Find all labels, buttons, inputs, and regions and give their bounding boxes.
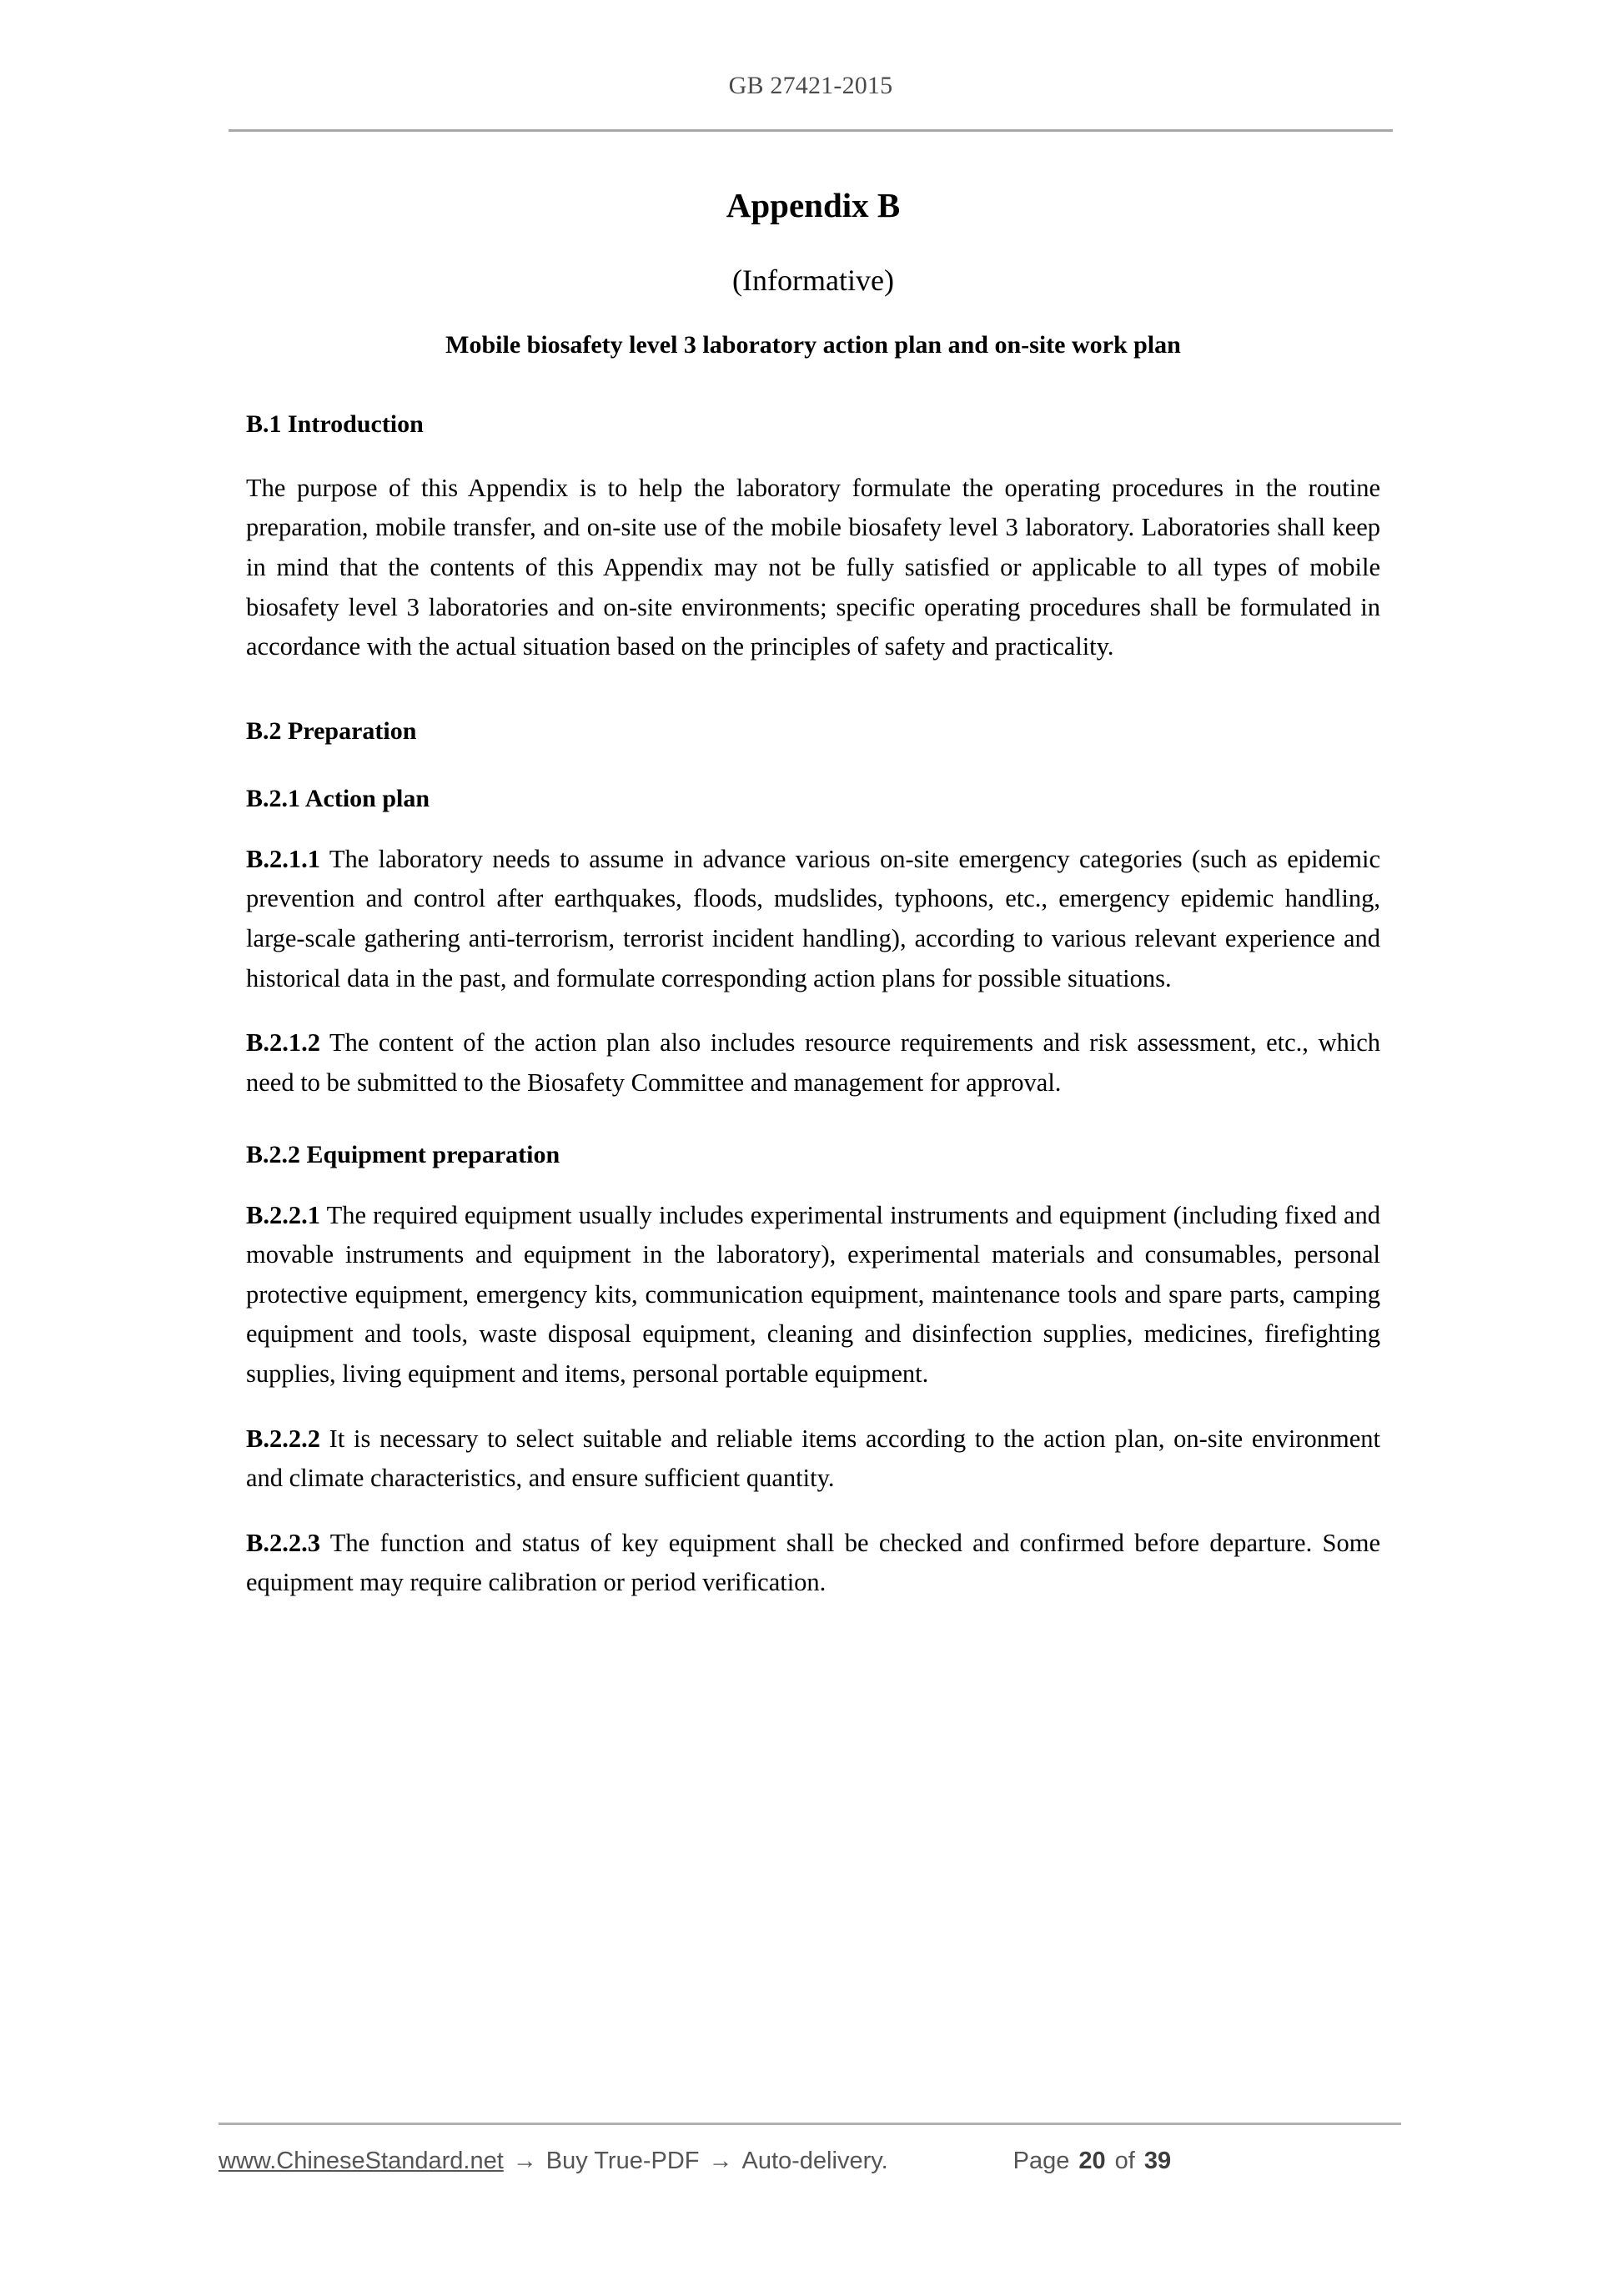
- paragraph-b2-2-2: [246, 1394, 1380, 1499]
- page-number: 20: [1078, 2148, 1106, 2174]
- paragraph-b2-1-2: [246, 998, 1380, 1103]
- paragraph-b1: The purpose of this Appendix is to help the laboratory formulate the operating procedures in the routine preparation, mobile transfer, and on-site use of the mobile biosafety level 3 laboratory. Laboratories shall keep in mind that the contents of this Appendix may not be fully satisfied or applicable to all types of mobile biosafety level 3 laboratories and on-site environments; specific operating procedures shall be formulated in accordance with the actual situation based on the principles of safety and practicality.: [246, 473, 1380, 661]
- paragraph-b2-2-3: [246, 1499, 1380, 1603]
- arrow-right-icon-2: →: [708, 2148, 733, 2174]
- footer-row: [219, 2148, 1401, 2175]
- heading-b1: B.1 Introduction: [246, 410, 424, 439]
- footer-promo: [219, 2148, 888, 2175]
- appendix-subtitle: (Informative): [732, 264, 894, 298]
- header-divider: [229, 129, 1393, 132]
- website-link[interactable]: www.ChineseStandard.net: [219, 2148, 504, 2174]
- promo-text-delivery: Auto-delivery.: [741, 2148, 888, 2174]
- footer-divider: [219, 2123, 1401, 2125]
- clause-number-b2-2-2: B.2.2.2: [246, 1424, 320, 1453]
- paragraph-b2-1-1: [246, 815, 1380, 998]
- clause-number-b2-1-1: B.2.1.1: [246, 844, 320, 873]
- heading-b2-1: B.2.1 Action plan: [246, 785, 430, 813]
- appendix-title: Appendix B: [726, 186, 901, 224]
- standard-number: GB 27421-2015: [728, 72, 893, 99]
- clause-number-b2-2-3: B.2.2.3: [246, 1528, 320, 1557]
- page-header: [229, 73, 1393, 132]
- clause-text-b2-2-2: It is necessary to select suitable and reliable items according to the action plan, on-site environment and climate characteristics, and ensure sufficient quantity.: [246, 1424, 1380, 1493]
- page-footer: [219, 2123, 1401, 2175]
- clause-text-b2-1-2: The content of the action plan also includes resource requirements and risk assessment, etc., which need to be submitted to the Biosafety Committee and management for approval.: [246, 1028, 1380, 1097]
- clause-text-b2-2-1: The required equipment usually includes experimental instruments and equipment (including fixed and movable instruments and equipment in the laboratory), experimental materials and consumables, personal protective equipment, emergency kits, communication equipment, maintenance tools and spare parts, camping equipment and tools, waste disposal equipment, cleaning and disinfection supplies, medicines, firefighting supplies, living equipment and items, personal portable equipment.: [246, 1200, 1380, 1389]
- page-indicator: [1013, 2148, 1171, 2175]
- of-label: of: [1114, 2148, 1135, 2174]
- page-label: Page: [1012, 2148, 1070, 2174]
- heading-b2-2: B.2.2 Equipment preparation: [246, 1141, 560, 1169]
- clause-number-b2-2-1: B.2.2.1: [246, 1200, 320, 1229]
- paragraph-b2-2-1: [246, 1171, 1380, 1394]
- appendix-heading: Mobile biosafety level 3 laboratory action plan and on-site work plan: [445, 331, 1181, 359]
- clause-text-b2-2-3: The function and status of key equipment shall be checked and confirmed before departure. Some equipment may require calibration or period verification.: [246, 1528, 1381, 1597]
- clause-number-b2-1-2: B.2.1.2: [246, 1028, 320, 1058]
- heading-b2: B.2 Preparation: [246, 716, 417, 745]
- clause-text-b2-1-1: The laboratory needs to assume in advance various on-site emergency categories (such as epidemic prevention and control after earthquakes, floods, mudslides, typhoons, etc., emergency epidemic handling, large-scale gathering anti-terrorism, terrorist incident handling), according to various relevant experience and historical data in the past, and formulate corresponding action plans for possible situations.: [246, 844, 1380, 992]
- page-content: [246, 175, 1380, 1603]
- total-pages: 39: [1143, 2148, 1172, 2174]
- promo-text-buy: Buy True-PDF: [545, 2148, 700, 2174]
- arrow-right-icon: →: [512, 2148, 537, 2174]
